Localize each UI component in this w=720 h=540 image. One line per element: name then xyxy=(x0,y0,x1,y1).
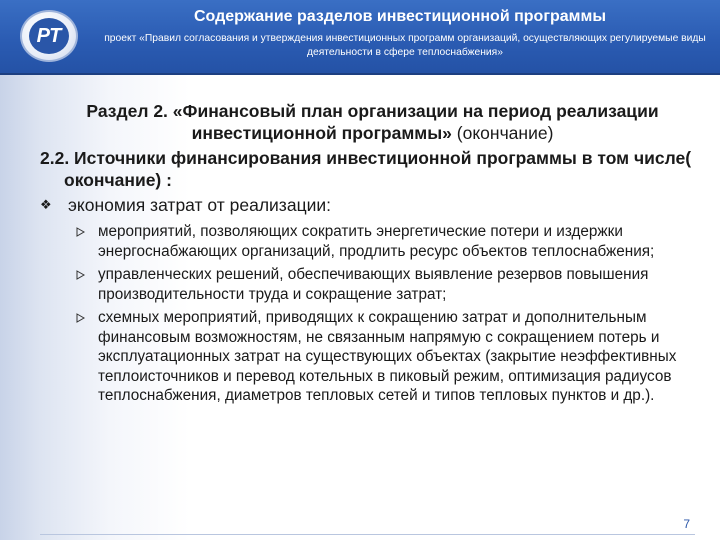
arrow-bullet-icon xyxy=(76,227,85,237)
subsection-heading: 2.2. Источники финансирования инвестиционной программы в том числе( окончание) : xyxy=(40,148,692,190)
list-item-text: мероприятий, позволяющих сократить энергетические потери и издержки энергоснабжающих организаций, продлить ресурс объектов теплоснабжения; xyxy=(98,223,655,260)
list-item xyxy=(98,265,695,304)
section-title-suffix: (окончание) xyxy=(451,123,554,143)
bullet-items xyxy=(40,222,695,406)
page-number: 7 xyxy=(683,517,690,531)
company-logo xyxy=(20,10,78,62)
list-item-text: управленческих решений, обеспечивающих выявление резервов повышения производительности труда и сокращение затрат; xyxy=(98,266,649,303)
arrow-bullet-icon xyxy=(76,270,85,280)
section-title-main: Раздел 2. «Финансовый план организации на период реализации инвестиционной программы» xyxy=(86,101,659,143)
footer-divider xyxy=(40,534,695,535)
arrow-bullet-icon xyxy=(76,313,85,323)
header-subtitle: проект «Правил согласования и утверждения инвестиционных программ организаций, осуществляющих регулируемые виды деятельности в сфере теплоснабжения» xyxy=(104,33,706,58)
list-item xyxy=(98,308,695,406)
diamond-bullet-icon: ❖ xyxy=(40,197,52,212)
header-title: Содержание разделов инвестиционной программы xyxy=(194,8,606,25)
bullet-text: экономия затрат от реализации: xyxy=(68,195,332,215)
slide-content xyxy=(40,100,695,410)
section-title xyxy=(40,100,695,144)
bullet-line xyxy=(40,194,695,216)
logo-text: РТ xyxy=(29,18,69,54)
header-banner xyxy=(0,0,720,75)
list-item xyxy=(98,222,695,261)
list-item-text: схемных мероприятий, приводящих к сокращению затрат и дополнительным финансовым возможностям, не связанным напрямую с сокращением потерь и эксплуатационных затрат на существующих объектах (закрытие неэффективных теплоисточников и перевод котельных в пиковый режим, оптимизация радиусов теплоснабжения, диаметров тепловых сетей и типов тепловых пунктов и др.). xyxy=(98,309,677,404)
